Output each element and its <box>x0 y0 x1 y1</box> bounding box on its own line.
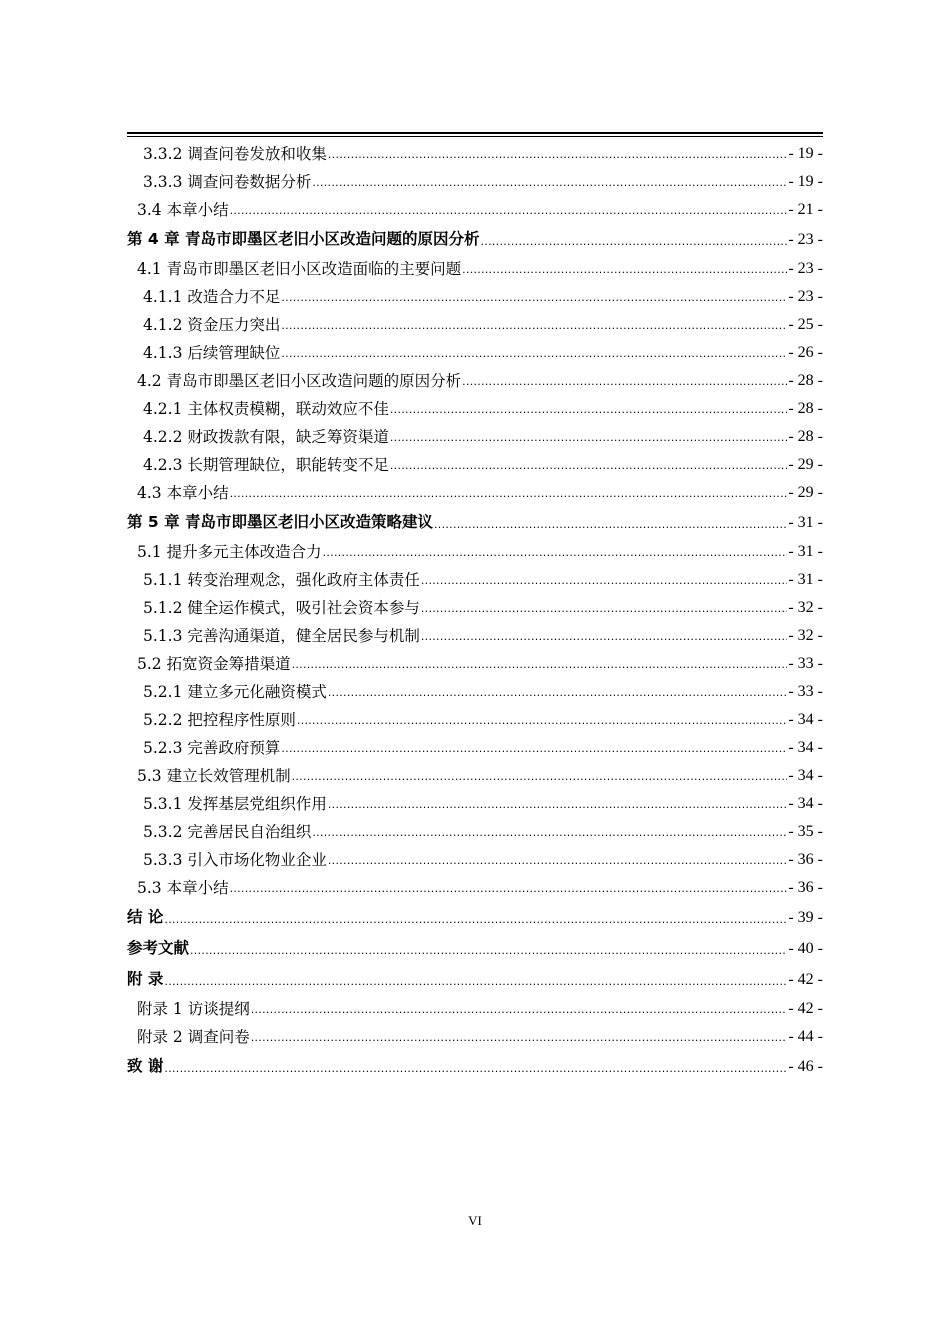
toc-dot-leader <box>390 457 787 475</box>
toc-entry-title: 5.1.2 健全运作模式，吸引社会资本参与 <box>143 599 420 617</box>
toc-entry[interactable] <box>127 734 823 762</box>
toc-entry[interactable] <box>127 678 823 706</box>
toc-entry-title: 5.3 建立长效管理机制 <box>137 767 291 785</box>
toc-entry[interactable] <box>127 451 823 479</box>
toc-dot-leader <box>281 740 787 758</box>
toc-entry-page: - 28 - <box>788 372 823 389</box>
toc-dot-leader <box>297 712 787 730</box>
toc-dot-leader <box>434 516 787 534</box>
toc-dot-leader <box>480 233 787 251</box>
toc-entry-title: 5.1.3 完善沟通渠道，健全居民参与机制 <box>143 627 420 645</box>
toc-entry[interactable] <box>127 339 823 367</box>
toc-dot-leader <box>390 429 787 447</box>
toc-entry-page: - 39 - <box>788 909 823 926</box>
toc-dot-leader <box>390 401 787 419</box>
toc-entry-title: 5.1 提升多元主体改造合力 <box>137 543 322 561</box>
toc-entry[interactable] <box>127 650 823 678</box>
toc-entry-page: - 42 - <box>788 971 823 988</box>
toc-entry-title: 5.2 拓宽资金筹措渠道 <box>137 655 291 673</box>
toc-entry[interactable] <box>127 538 823 566</box>
table-of-contents <box>127 140 823 1082</box>
toc-entry[interactable] <box>127 762 823 790</box>
toc-dot-leader <box>328 796 787 814</box>
toc-entry-page: - 21 - <box>788 201 823 218</box>
toc-dot-leader <box>421 600 787 618</box>
toc-entry-title: 4.3 本章小结 <box>137 484 229 502</box>
toc-entry-title: 4.1 青岛市即墨区老旧小区改造面临的主要问题 <box>137 260 462 278</box>
toc-entry-page: - 34 - <box>788 739 823 756</box>
toc-entry-title: 5.3.1 发挥基层党组织作用 <box>143 795 327 813</box>
toc-entry-page: - 36 - <box>788 851 823 868</box>
toc-entry-title: 5.2.3 完善政府预算 <box>143 739 281 757</box>
toc-entry-title: 4.1.1 改造合力不足 <box>143 288 281 306</box>
toc-dot-leader <box>328 852 787 870</box>
toc-entry-title: 结 论 <box>127 908 164 926</box>
toc-entry-title: 4.2.2 财政拨款有限，缺乏筹资渠道 <box>143 428 389 446</box>
toc-dot-leader <box>328 684 787 702</box>
toc-dot-leader <box>292 656 788 674</box>
toc-entry[interactable] <box>127 168 823 196</box>
toc-entry[interactable] <box>127 140 823 168</box>
toc-entry-page: - 23 - <box>788 288 823 305</box>
toc-entry[interactable] <box>127 196 823 224</box>
toc-dot-leader <box>281 345 787 363</box>
toc-entry-page: - 46 - <box>788 1058 823 1075</box>
toc-entry-page: - 26 - <box>788 344 823 361</box>
toc-entry[interactable] <box>127 479 823 507</box>
toc-entry-title: 4.2.1 主体权责模糊，联动效应不佳 <box>143 400 389 418</box>
toc-dot-leader <box>312 174 787 192</box>
toc-entry-page: - 32 - <box>788 627 823 644</box>
page-number: VI <box>468 1213 482 1228</box>
toc-entry-title: 5.3.2 完善居民自治组织 <box>143 823 312 841</box>
toc-entry[interactable] <box>127 790 823 818</box>
toc-entry-page: - 31 - <box>788 571 823 588</box>
toc-dot-leader <box>312 824 787 842</box>
toc-entry-title: 5.2.2 把控程序性原则 <box>143 711 296 729</box>
toc-entry-title: 4.2 青岛市即墨区老旧小区改造问题的原因分析 <box>137 372 462 390</box>
toc-entry-title: 第 4 章 青岛市即墨区老旧小区改造问题的原因分析 <box>127 230 480 248</box>
toc-entry-title: 3.4 本章小结 <box>137 201 229 219</box>
toc-dot-leader <box>251 1029 788 1047</box>
toc-dot-leader <box>164 1060 787 1078</box>
toc-entry-page: - 19 - <box>788 173 823 190</box>
toc-entry-page: - 29 - <box>788 484 823 501</box>
toc-entry-page: - 31 - <box>788 514 823 531</box>
toc-entry-title: 5.1.1 转变治理观念，强化政府主体责任 <box>143 571 420 589</box>
toc-entry[interactable] <box>127 818 823 846</box>
toc-entry-page: - 29 - <box>788 456 823 473</box>
toc-entry[interactable] <box>127 255 823 283</box>
toc-entry-title: 4.2.3 长期管理缺位，职能转变不足 <box>143 456 389 474</box>
toc-entry-page: - 42 - <box>788 1000 823 1017</box>
toc-entry-title: 3.3.3 调查问卷数据分析 <box>143 173 312 191</box>
toc-entry[interactable] <box>127 1051 823 1082</box>
toc-entry-title: 4.1.3 后续管理缺位 <box>143 344 281 362</box>
toc-entry[interactable] <box>127 706 823 734</box>
toc-entry-title: 参考文献 <box>127 939 190 957</box>
toc-entry[interactable] <box>127 902 823 933</box>
toc-entry-page: - 19 - <box>788 145 823 162</box>
toc-entry-page: - 33 - <box>788 655 823 672</box>
toc-entry[interactable] <box>127 964 823 995</box>
toc-dot-leader <box>421 572 787 590</box>
toc-entry-title: 5.3.3 引入市场化物业企业 <box>143 851 327 869</box>
toc-entry[interactable] <box>127 283 823 311</box>
toc-entry-title: 第 5 章 青岛市即墨区老旧小区改造策略建议 <box>127 513 433 531</box>
toc-entry[interactable] <box>127 622 823 650</box>
toc-entry-page: - 25 - <box>788 316 823 333</box>
toc-dot-leader <box>323 544 788 562</box>
toc-dot-leader <box>281 289 787 307</box>
toc-entry[interactable] <box>127 1023 823 1051</box>
toc-dot-leader <box>251 1001 788 1019</box>
toc-dot-leader <box>462 261 787 279</box>
toc-entry-page: - 28 - <box>788 400 823 417</box>
toc-entry-page: - 28 - <box>788 428 823 445</box>
toc-dot-leader <box>230 880 788 898</box>
toc-entry-page: - 23 - <box>788 231 823 248</box>
toc-entry[interactable] <box>127 395 823 423</box>
toc-entry-page: - 35 - <box>788 823 823 840</box>
toc-entry[interactable] <box>127 566 823 594</box>
toc-entry-page: - 34 - <box>788 711 823 728</box>
toc-entry[interactable] <box>127 311 823 339</box>
toc-entry[interactable] <box>127 846 823 874</box>
toc-entry-page: - 40 - <box>788 940 823 957</box>
toc-entry-page: - 34 - <box>788 767 823 784</box>
toc-dot-leader <box>421 628 787 646</box>
toc-dot-leader <box>230 485 788 503</box>
toc-entry[interactable] <box>127 933 823 964</box>
toc-entry[interactable] <box>127 224 823 255</box>
toc-dot-leader <box>230 202 788 220</box>
toc-entry-title: 3.3.2 调查问卷发放和收集 <box>143 145 327 163</box>
toc-entry-page: - 44 - <box>788 1028 823 1045</box>
toc-dot-leader <box>462 373 787 391</box>
toc-dot-leader <box>164 911 787 929</box>
toc-entry-title: 附录 1 访谈提纲 <box>137 1000 250 1018</box>
toc-entry-page: - 32 - <box>788 599 823 616</box>
toc-entry[interactable] <box>127 367 823 395</box>
toc-entry-title: 5.2.1 建立多元化融资模式 <box>143 683 327 701</box>
toc-dot-leader <box>164 973 787 991</box>
toc-entry-page: - 36 - <box>788 879 823 896</box>
toc-entry-page: - 33 - <box>788 683 823 700</box>
toc-entry[interactable] <box>127 594 823 622</box>
toc-dot-leader <box>281 317 787 335</box>
toc-entry-title: 附录 2 调查问卷 <box>137 1028 250 1046</box>
toc-entry[interactable] <box>127 423 823 451</box>
toc-entry[interactable] <box>127 874 823 902</box>
toc-dot-leader <box>190 942 787 960</box>
toc-entry[interactable] <box>127 507 823 538</box>
header-rule <box>127 132 823 137</box>
toc-entry[interactable] <box>127 995 823 1023</box>
toc-entry-title: 致 谢 <box>127 1057 164 1075</box>
toc-entry-title: 5.3 本章小结 <box>137 879 229 897</box>
toc-entry-page: - 34 - <box>788 795 823 812</box>
toc-dot-leader <box>292 768 788 786</box>
toc-entry-page: - 31 - <box>788 543 823 560</box>
toc-entry-title: 4.1.2 资金压力突出 <box>143 316 281 334</box>
toc-entry-title: 附 录 <box>127 970 164 988</box>
toc-entry-page: - 23 - <box>788 260 823 277</box>
toc-dot-leader <box>328 146 787 164</box>
